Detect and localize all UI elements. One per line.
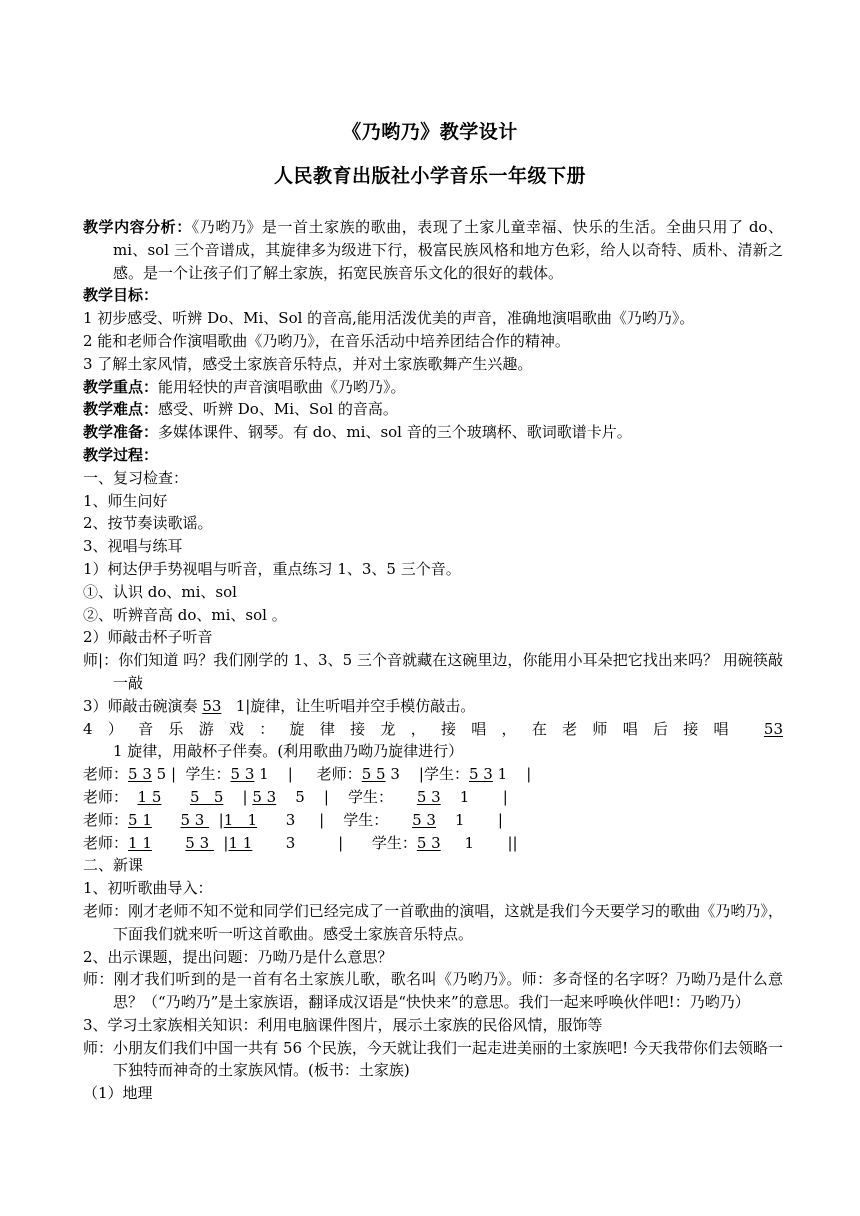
document-body [83, 216, 783, 1105]
text-run: 3 | 学生： [252, 833, 417, 852]
text-run: 老师： [83, 833, 129, 852]
underlined-notes: 5 3 [469, 765, 493, 784]
text-run: 3）师敲击碗演奏 [83, 696, 203, 715]
text-run: 老师： [83, 810, 129, 829]
goals-label: 教学目标： [83, 286, 159, 305]
process-line: 3、视唱与练耳 [83, 537, 183, 556]
document-title: 《乃哟乃》教学设计 [342, 121, 518, 143]
process-paragraph: 老师：刚才老师不知不觉和同学们已经完成了一首歌曲的演唱，这就是我们今天要学习的歌曲《乃哟乃》，下面我们就来听一听这首歌曲。感受土家族音乐特点。 [83, 901, 783, 943]
process-line: 2、出示课题，提出问题：乃呦乃是什么意思？ [83, 947, 393, 966]
process-line: 3、学习土家族相关知识：利用电脑课件图片，展示土家族的民俗风情，服饰等 [83, 1015, 603, 1034]
prep-label: 教学准备： [83, 423, 159, 442]
process-paragraph: 师：刚才我们听到的是一首有名土家族儿歌，歌名叫《乃哟乃》。师：多奇怪的名字呀？乃呦乃是什么意思？（“乃哟乃”是土家族语，翻译成汉语是“快快来”的意思。我们一起来呼唤伙伴吧!：乃哟乃） [83, 970, 783, 1012]
score-row [83, 809, 783, 832]
underlined-notes: 5 3 [416, 833, 441, 852]
text-run: 1 | [492, 765, 532, 784]
difficulty-label: 教学难点： [83, 400, 159, 419]
text-run [152, 834, 185, 852]
prep-line [83, 421, 783, 444]
text-run: 3 |学生： [385, 765, 469, 784]
process-line: 1、师生问好 [83, 491, 168, 510]
process-line: 1）柯达伊手势视唱与听音，重点练习 1、3、5 三个音。 [83, 559, 461, 578]
underlined-notes: 5 5 [361, 765, 386, 784]
process-line: （1）地理 [83, 1084, 153, 1103]
process-paragraph: 师：小朋友们我们中国一共有 56 个民族，今天就让我们一起走进美丽的土家族吧! 今天我带你们去领略一下独特而神奇的土家族风情。(板书：土家族) [83, 1038, 783, 1080]
score-row [83, 832, 783, 855]
text-run: 5 | 学生： [276, 787, 417, 806]
process-label: 教学过程： [83, 445, 159, 464]
goal-item-2: 2 能和老师合作演唱歌曲《乃哟乃》，在音乐活动中培养团结合作的精神。 [83, 331, 570, 350]
text-run [152, 811, 181, 829]
underlined-notes: 5 3 [180, 810, 210, 829]
text-run: | [223, 787, 253, 806]
goal-item-3: 3 了解土家风情，感受土家族音乐特点，并对土家族歌舞产生兴趣。 [83, 354, 533, 373]
text-run: 老师： [83, 787, 138, 806]
underlined-notes: 1 1 [228, 833, 253, 852]
prep-text: 多媒体课件、钢琴。有 do、mi、sol 音的三个玻璃杯、歌词歌谱卡片。 [158, 423, 632, 442]
process-paragraph: 师|：你们知道 吗？我们刚学的 1、3、5 三个音就藏在这碗里边，你能用小耳朵把它找出来吗？ 用碗筷敲一敲 [83, 651, 783, 692]
process-paragraph [83, 718, 783, 764]
process-line: 1、初听歌曲导入： [83, 879, 213, 898]
process-line: ①、认识 do、mi、sol [83, 582, 237, 601]
text-run: 1 旋律，用敲杯子伴奏。(利用歌曲乃呦乃旋律进行） [113, 742, 464, 761]
underlined-notes: 5 3 [252, 787, 277, 806]
focus-text: 能用轻快的声音演唱歌曲《乃哟乃》。 [158, 377, 406, 396]
underlined-notes: 1 1 [128, 833, 152, 852]
underlined-notes: 5 5 [190, 787, 224, 806]
document-subtitle: 人民教育出版社小学音乐一年级下册 [273, 165, 586, 187]
analysis-label: 教学内容分析： [83, 218, 192, 236]
text-run: | [213, 833, 229, 852]
text-run: 1 | [435, 810, 503, 829]
underlined-notes: 5 3 [230, 765, 255, 784]
text-run: 5 | 学生： [151, 765, 231, 784]
underlined-notes: 1 1 [223, 810, 258, 829]
focus-line [83, 376, 783, 399]
analysis-text: 《乃哟乃》是一首土家族的歌曲，表现了土家儿童幸福、快乐的生活。全曲只用了 do、mi、sol 三个音谱成，其旋律多为级进下行，极富民族风格和地方色彩，给人以奇特、质朴、清新之感。是一个让孩子们了解土家族，拓宽民族音乐文化的很好的载体。 [113, 218, 783, 282]
process-line [83, 695, 783, 718]
underlined-notes: 5 3 [185, 833, 214, 852]
text-run: 4）音乐游戏：旋律接龙，接唱，在老师唱后接唱 [83, 719, 764, 738]
underlined-notes: 53 [202, 696, 222, 715]
underlined-notes: 5 3 [412, 810, 436, 829]
underlined-notes: 5 1 [128, 810, 152, 829]
difficulty-line [83, 398, 783, 421]
process-line: 一、复习检查： [83, 468, 189, 487]
process-line: ②、听辨音高 do、mi、sol 。 [83, 605, 287, 624]
text-run: 1 | 老师： [254, 765, 362, 784]
text-run: 1 || [440, 833, 518, 852]
difficulty-text: 感受、听辨 Do、Mi、Sol 的音高。 [158, 400, 398, 419]
underlined-notes: 5 3 [416, 787, 441, 806]
analysis-paragraph [83, 216, 783, 284]
text-run [161, 788, 190, 806]
underlined-notes: 5 3 [128, 765, 152, 784]
goal-item-1: 1 初步感受、听辨 Do、Mi、Sol 的音高,能用活泼优美的声音，准确地演唱歌曲《乃哟乃》。 [83, 309, 695, 328]
text-run: 老师： [83, 765, 129, 784]
underlined-notes: 1 5 [137, 787, 162, 806]
underlined-notes: 53 [763, 719, 783, 738]
text-run: | [209, 810, 224, 829]
text-run: 1 | [440, 787, 508, 806]
score-row [83, 763, 783, 786]
focus-label: 教学重点： [83, 377, 159, 396]
process-line: 2）师敲击杯子听音 [83, 628, 213, 647]
process-line: 二、新课 [83, 856, 144, 875]
text-run: 3 | 学生： [257, 810, 413, 829]
text-run: 1|旋律，让生听唱并空手模仿敲击。 [221, 696, 476, 715]
score-row [83, 786, 783, 809]
process-line: 2、按节奏读歌谣。 [83, 514, 213, 533]
